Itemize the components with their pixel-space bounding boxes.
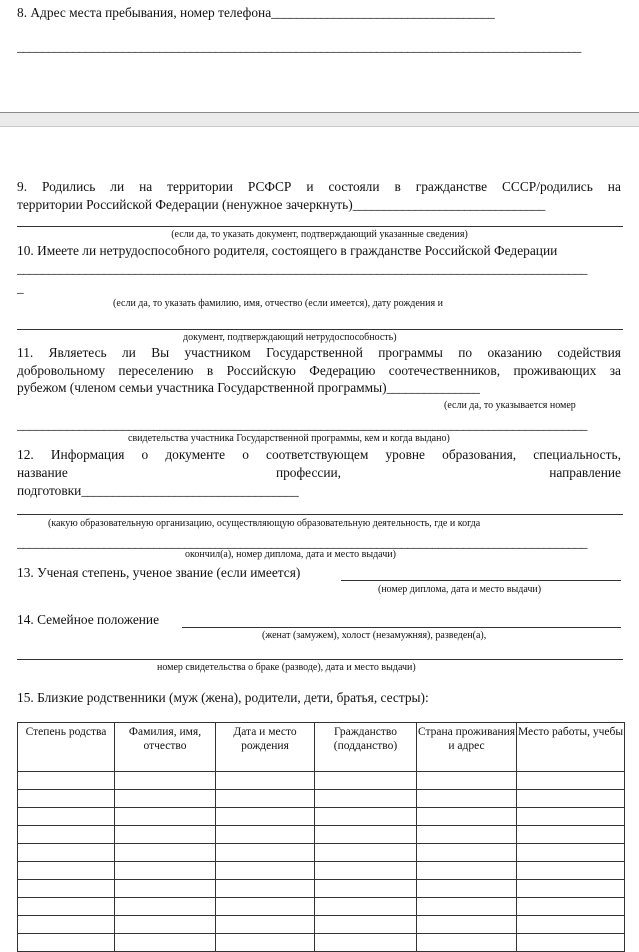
q9-hint: (если да, то указать документ, подтверждающий указанные сведения) bbox=[171, 229, 468, 240]
col-header-birth: Дата и место рождения bbox=[216, 723, 315, 772]
q9-line-2-row bbox=[17, 197, 545, 213]
table-cell[interactable] bbox=[315, 898, 417, 916]
table-cell[interactable] bbox=[18, 790, 115, 808]
q13-label: 13. Ученая степень, ученое звание (если имеется) bbox=[17, 565, 301, 580]
table-cell[interactable] bbox=[417, 808, 517, 826]
table-cell[interactable] bbox=[517, 862, 625, 880]
q10-dash: _ bbox=[17, 280, 24, 295]
table-cell[interactable] bbox=[216, 790, 315, 808]
table-cell[interactable] bbox=[115, 826, 216, 844]
q12-line-2 bbox=[17, 465, 621, 481]
table-cell[interactable] bbox=[315, 790, 417, 808]
q14-label: 14. Семейное положение bbox=[17, 612, 160, 627]
word: за bbox=[609, 363, 621, 378]
table-cell[interactable] bbox=[216, 844, 315, 862]
q9-line-1 bbox=[17, 179, 621, 195]
table-row bbox=[18, 934, 625, 952]
word: 12. bbox=[17, 447, 34, 462]
word: территории bbox=[167, 179, 233, 194]
table-cell[interactable] bbox=[115, 880, 216, 898]
q12-hint-2: окончил(а), номер диплома, дата и место выдачи) bbox=[185, 549, 396, 560]
q8-label-row bbox=[17, 5, 494, 21]
word: гражданстве bbox=[415, 179, 488, 194]
word: направление bbox=[549, 465, 621, 480]
q12-underline[interactable]: ____________________________________________________________________________________________ bbox=[17, 535, 587, 550]
word: о bbox=[141, 447, 149, 462]
q11-underline[interactable]: ____________________________________________________________________________________________ bbox=[17, 417, 587, 432]
word: добровольному bbox=[17, 363, 106, 378]
q14-hint-1: (женат (замужем), холост (незамужняя), разведен(а), bbox=[262, 630, 487, 641]
word: документе bbox=[165, 447, 226, 462]
q9-answer-line[interactable] bbox=[17, 226, 623, 227]
relatives-table bbox=[17, 722, 625, 952]
table-cell[interactable] bbox=[315, 808, 417, 826]
col-header-citizenship: Гражданство (подданство) bbox=[315, 723, 417, 772]
word: РСФСР bbox=[247, 179, 292, 194]
table-cell[interactable] bbox=[18, 808, 115, 826]
q10-hint-1: (если да, то указать фамилию, имя, отчество (если имеется), дату рождения и bbox=[113, 298, 443, 309]
q10-label: 10. Имеете ли нетрудоспособного родителя, состоящего в гражданстве Российской Федерации bbox=[17, 243, 558, 258]
word: специальность, bbox=[533, 447, 621, 462]
q11-line-2 bbox=[17, 363, 621, 379]
table-cell[interactable] bbox=[517, 898, 625, 916]
word: соотечественников, bbox=[388, 363, 501, 378]
table-cell[interactable] bbox=[216, 808, 315, 826]
word: уровне bbox=[385, 447, 426, 462]
table-cell[interactable] bbox=[417, 790, 517, 808]
table-cell[interactable] bbox=[517, 790, 625, 808]
q10-fill-line[interactable]: ____________________________________________________________________________________________ bbox=[17, 261, 587, 276]
word: на bbox=[139, 179, 153, 194]
q13-answer-line[interactable] bbox=[341, 580, 621, 581]
table-header-row bbox=[18, 723, 625, 772]
table-row bbox=[18, 790, 625, 808]
table-cell[interactable] bbox=[517, 934, 625, 952]
q11-line-1 bbox=[17, 345, 621, 361]
table-row bbox=[18, 898, 625, 916]
table-cell[interactable] bbox=[18, 826, 115, 844]
word: в bbox=[394, 179, 401, 194]
table-cell[interactable] bbox=[115, 862, 216, 880]
word: Российскую bbox=[226, 363, 296, 378]
table-cell[interactable] bbox=[216, 772, 315, 790]
q11-hint-1: (если да, то указывается номер bbox=[444, 400, 576, 411]
q11-line-3: рубежом (членом семьи участника Государственной программы) bbox=[17, 380, 387, 395]
q14-second-line[interactable] bbox=[17, 659, 623, 660]
word: Родились bbox=[42, 179, 96, 194]
table-cell[interactable] bbox=[115, 808, 216, 826]
word: соответствующем bbox=[266, 447, 369, 462]
table-cell[interactable] bbox=[315, 772, 417, 790]
table-row bbox=[18, 808, 625, 826]
table-cell[interactable] bbox=[115, 934, 216, 952]
word: ли bbox=[121, 345, 136, 360]
table-cell[interactable] bbox=[216, 934, 315, 952]
table-cell[interactable] bbox=[517, 808, 625, 826]
table-row bbox=[18, 880, 625, 898]
q12-fill-line[interactable]: ___________________________________ bbox=[81, 483, 299, 498]
table-cell[interactable] bbox=[517, 826, 625, 844]
table-cell[interactable] bbox=[315, 862, 417, 880]
table-row bbox=[18, 772, 625, 790]
table-cell[interactable] bbox=[18, 880, 115, 898]
word: на bbox=[607, 179, 621, 194]
word: состояли bbox=[328, 179, 380, 194]
word: профессии, bbox=[275, 465, 342, 480]
col-header-residence: Страна проживания и адрес bbox=[417, 723, 517, 772]
table-cell[interactable] bbox=[115, 790, 216, 808]
table-cell[interactable] bbox=[315, 844, 417, 862]
page-break bbox=[0, 112, 639, 127]
table-cell[interactable] bbox=[417, 844, 517, 862]
table-cell[interactable] bbox=[417, 898, 517, 916]
q12-answer-line[interactable] bbox=[17, 514, 623, 515]
table-cell[interactable] bbox=[315, 934, 417, 952]
q9-fill-line[interactable]: _______________________________ bbox=[352, 197, 545, 212]
q11-line-3-row bbox=[17, 380, 480, 396]
table-cell[interactable] bbox=[517, 916, 625, 934]
word: Федерацию bbox=[309, 363, 376, 378]
q12-line-1 bbox=[17, 447, 621, 463]
q12-line-3-row bbox=[17, 483, 298, 499]
table-cell[interactable] bbox=[115, 898, 216, 916]
word: оказанию bbox=[487, 345, 542, 360]
q9-line-2: территории Российской Федерации (ненужное зачеркнуть) bbox=[17, 197, 353, 212]
table-cell[interactable] bbox=[18, 862, 115, 880]
q14-answer-line[interactable] bbox=[182, 627, 621, 628]
table-cell[interactable] bbox=[417, 880, 517, 898]
table-cell[interactable] bbox=[315, 880, 417, 898]
q11-fill-line[interactable]: _______________ bbox=[386, 380, 480, 395]
table-cell[interactable] bbox=[315, 826, 417, 844]
word: программы bbox=[378, 345, 443, 360]
table-cell[interactable] bbox=[417, 862, 517, 880]
table-cell[interactable] bbox=[517, 880, 625, 898]
word: и bbox=[306, 179, 314, 194]
q8-fill-line[interactable]: ____________________________________ bbox=[271, 5, 495, 20]
word: Вы bbox=[151, 345, 170, 360]
table-cell[interactable] bbox=[517, 772, 625, 790]
table-row bbox=[18, 826, 625, 844]
word: образования, bbox=[442, 447, 517, 462]
table-cell[interactable] bbox=[115, 844, 216, 862]
word: СССР/родились bbox=[501, 179, 593, 194]
table-cell[interactable] bbox=[18, 934, 115, 952]
q8-label: 8. Адрес места пребывания, номер телефона bbox=[17, 5, 272, 20]
table-row bbox=[18, 916, 625, 934]
word: 9. bbox=[17, 179, 28, 194]
table-cell[interactable] bbox=[216, 862, 315, 880]
table-cell[interactable] bbox=[315, 916, 417, 934]
q10-hint-2: документ, подтверждающий нетрудоспособность) bbox=[183, 332, 397, 343]
word: Являетесь bbox=[48, 345, 107, 360]
table-cell[interactable] bbox=[417, 772, 517, 790]
q15-label: 15. Близкие родственники (муж (жена), родители, дети, братья, сестры): bbox=[17, 690, 429, 705]
word: участником bbox=[184, 345, 251, 360]
q11-hint-2: свидетельства участника Государственной программы, кем и когда выдано) bbox=[128, 433, 450, 444]
word: 11. bbox=[17, 345, 34, 360]
q10-answer-line[interactable] bbox=[17, 329, 623, 330]
table-cell[interactable] bbox=[18, 898, 115, 916]
table-row bbox=[18, 862, 625, 880]
word: переселению bbox=[118, 363, 194, 378]
q8-second-line[interactable]: ___________________________________________________________________________________________ bbox=[17, 39, 581, 54]
table-cell[interactable] bbox=[216, 826, 315, 844]
table-cell[interactable] bbox=[417, 934, 517, 952]
table-cell[interactable] bbox=[417, 916, 517, 934]
table-cell[interactable] bbox=[517, 844, 625, 862]
table-cell[interactable] bbox=[18, 772, 115, 790]
word: о bbox=[242, 447, 249, 462]
col-header-full-name: Фамилия, имя, отчество bbox=[115, 723, 216, 772]
word: ли bbox=[110, 179, 125, 194]
q14-hint-2: номер свидетельства о браке (разводе), дата и место выдачи) bbox=[157, 662, 416, 673]
word: по bbox=[458, 345, 473, 360]
table-row bbox=[18, 844, 625, 862]
word: Информация bbox=[50, 447, 125, 462]
table-cell[interactable] bbox=[18, 844, 115, 862]
table-cell[interactable] bbox=[115, 916, 216, 934]
table-cell[interactable] bbox=[417, 826, 517, 844]
col-header-work: Место работы, учебы bbox=[517, 723, 625, 772]
col-header-kinship: Степень родства bbox=[18, 723, 115, 772]
table-cell[interactable] bbox=[216, 880, 315, 898]
table-cell[interactable] bbox=[18, 916, 115, 934]
table-cell[interactable] bbox=[216, 898, 315, 916]
q12-hint-1: (какую образовательную организацию, осуществляющую образовательную деятельность, где и когда bbox=[48, 518, 481, 529]
q12-line-3: подготовки bbox=[17, 483, 82, 498]
q13-hint: (номер диплома, дата и место выдачи) bbox=[378, 584, 542, 595]
table-cell[interactable] bbox=[115, 772, 216, 790]
word: в bbox=[206, 363, 214, 378]
word: название bbox=[17, 465, 68, 480]
word: Государственной bbox=[266, 345, 363, 360]
word: содействия bbox=[557, 345, 621, 360]
word: проживающих bbox=[513, 363, 597, 378]
table-cell[interactable] bbox=[216, 916, 315, 934]
